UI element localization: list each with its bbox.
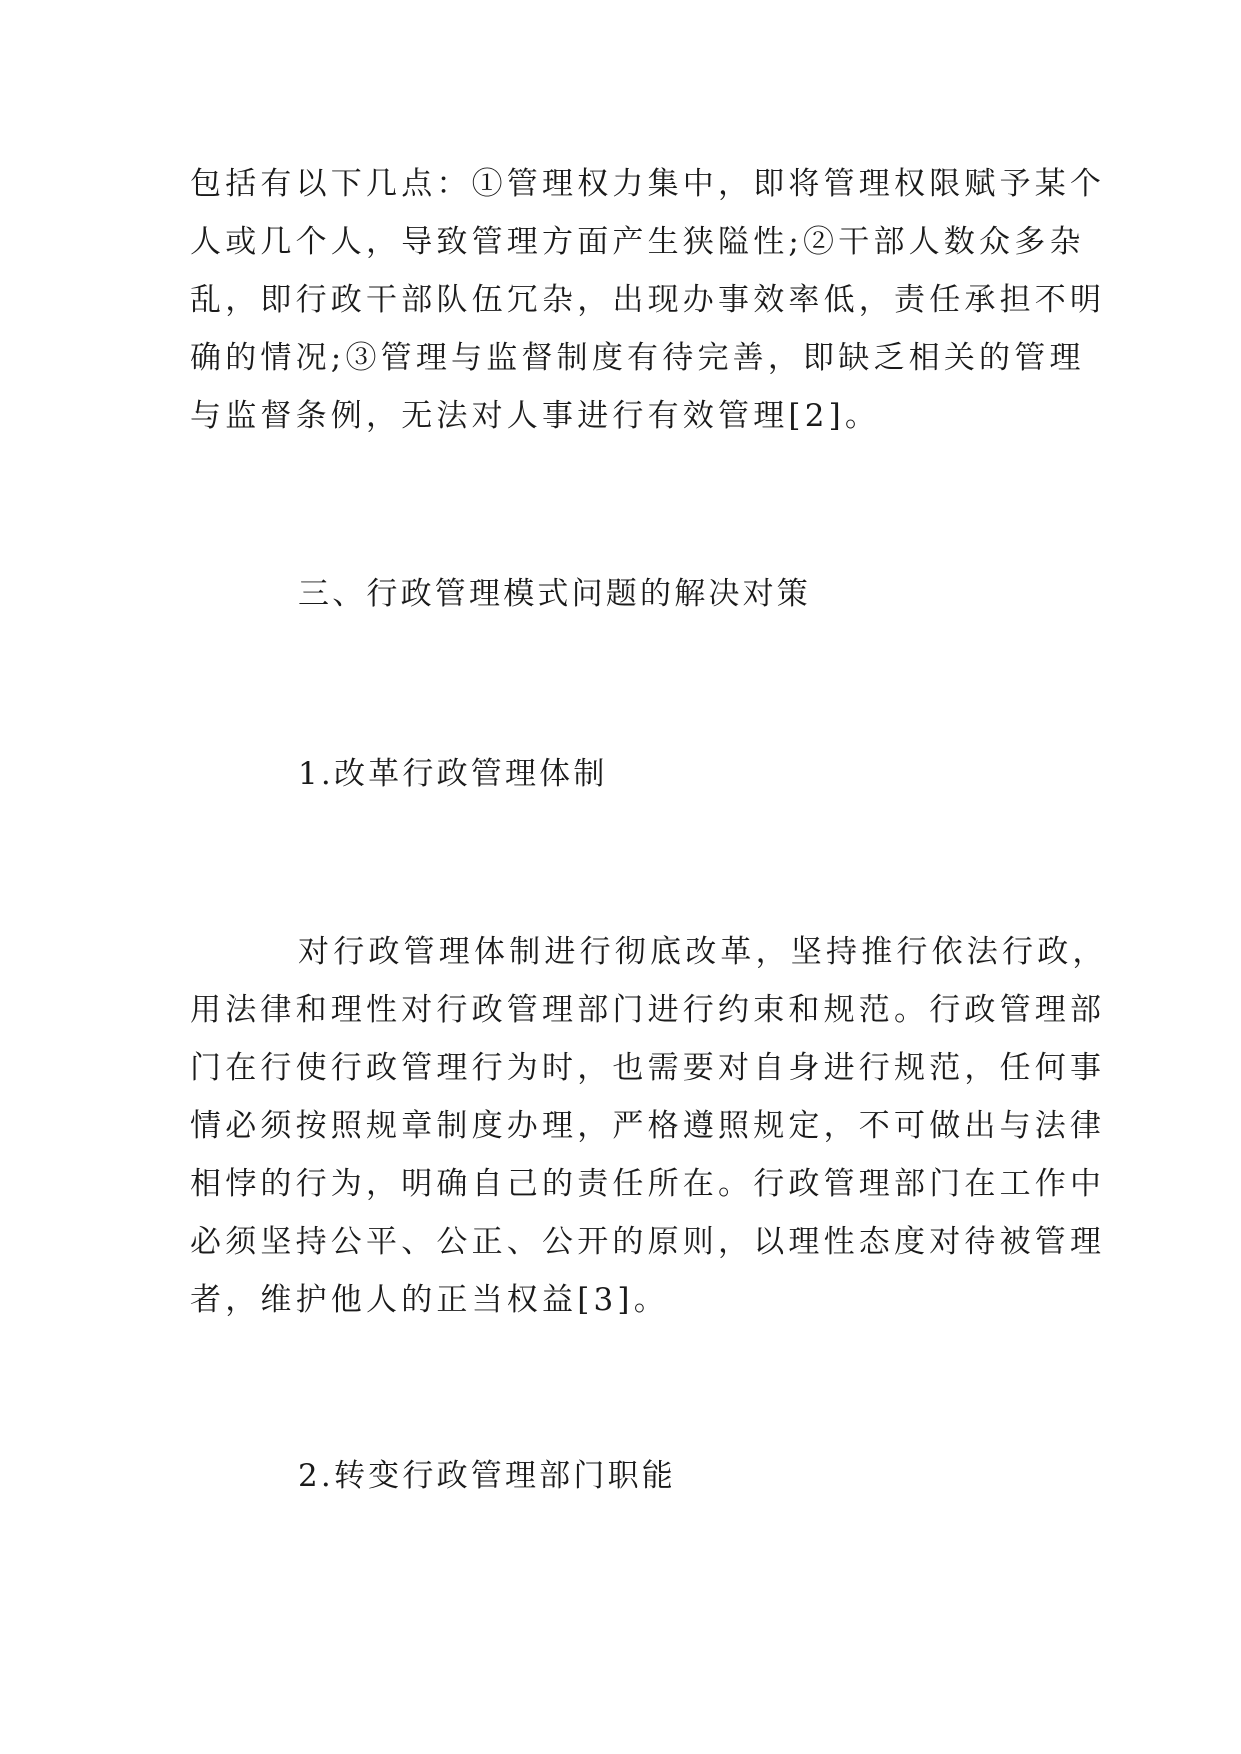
paragraph-2-line-7: 者，维护他人的正当权益[3]。	[190, 1282, 669, 1318]
paragraph-1-line-5: 与监督条例，无法对人事进行有效管理[2]。	[190, 398, 881, 434]
paragraph-1-line-1: 包括有以下几点：①管理权力集中，即将管理权限赋予某个	[190, 166, 1106, 202]
paragraph-2-line-1: 对行政管理体制进行彻底改革，坚持推行依法行政，	[298, 934, 1108, 970]
paragraph-2-line-2: 用法律和理性对行政管理部门进行约束和规范。行政管理部	[190, 992, 1106, 1028]
paragraph-1-line-2: 人或几个人，导致管理方面产生狭隘性;②干部人数众多杂	[190, 224, 1085, 260]
paragraph-1-line-4: 确的情况;③管理与监督制度有待完善，即缺乏相关的管理	[190, 340, 1085, 376]
paragraph-2-line-4: 情必须按照规章制度办理，严格遵照规定，不可做出与法律	[190, 1108, 1106, 1144]
subheading-2: 2.转变行政管理部门职能	[298, 1458, 676, 1494]
paragraph-2-line-3: 门在行使行政管理行为时，也需要对自身进行规范，任何事	[190, 1050, 1106, 1086]
subheading-1: 1.改革行政管理体制	[298, 756, 608, 792]
paragraph-1-line-3: 乱，即行政干部队伍冗杂，出现办事效率低，责任承担不明	[190, 282, 1106, 318]
paragraph-2-line-5: 相悖的行为，明确自己的责任所在。行政管理部门在工作中	[190, 1166, 1106, 1202]
paragraph-2-line-6: 必须坚持公平、公正、公开的原则，以理性态度对待被管理	[190, 1224, 1106, 1260]
section-heading: 三、行政管理模式问题的解决对策	[298, 576, 811, 612]
